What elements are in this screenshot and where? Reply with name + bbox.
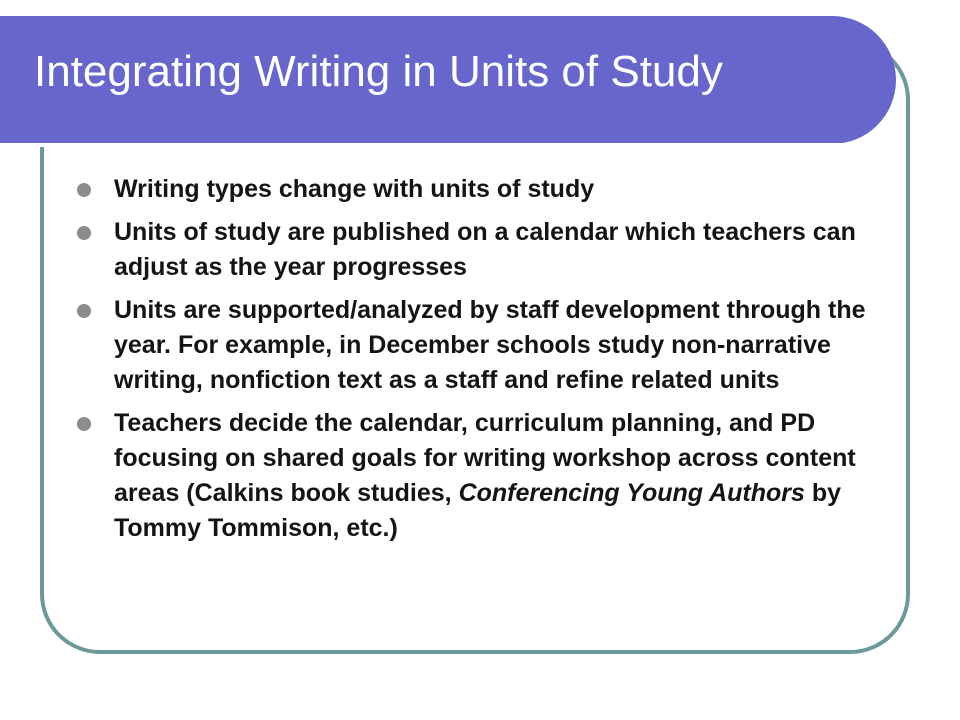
bullet-dot-icon: [77, 304, 91, 318]
bullet-text-part: by Tommy Tommison, etc.): [114, 479, 841, 542]
bullet-item: [72, 406, 872, 546]
slide-title: Integrating Writing in Units of Study: [34, 47, 723, 96]
bullet-text: [114, 409, 856, 542]
book-title: Conferencing Young Authors: [458, 479, 805, 507]
bullet-item: [72, 215, 872, 285]
bullet-item: [72, 172, 872, 207]
bullet-text: Units are supported/analyzed by staff development through the year. For example, in December schools study non-narrative writing, nonfiction text as a staff and refine related units: [114, 296, 866, 394]
bullet-dot-icon: [77, 226, 91, 240]
bullet-item: [72, 293, 872, 398]
title-underline-rule: [0, 143, 848, 147]
bullet-text: Units of study are published on a calendar which teachers can adjust as the year progresses: [114, 218, 856, 281]
bullet-text-part: Teachers decide the calendar, curriculum planning, and PD focusing on shared goals for writing workshop across content areas (Calkins book studies,: [114, 409, 856, 507]
bullet-dot-icon: [77, 183, 91, 197]
bullet-list: [72, 172, 872, 554]
bullet-dot-icon: [77, 417, 91, 431]
bullet-text: Writing types change with units of study: [114, 175, 595, 203]
